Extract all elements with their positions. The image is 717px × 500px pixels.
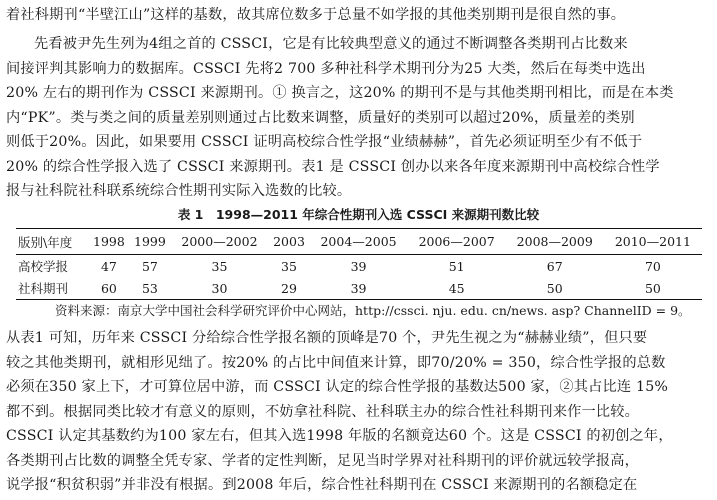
text-line: 20% 的综合性学报入选了 CSSCI 来源期刊。表1 是 CSSCI 创办以来各年度来源期刊中高校综合性学 (6, 158, 660, 175)
paragraph-2 (6, 32, 712, 204)
table-source-note: 资料来源：南京大学中国社会科学研究评价中心网站，http://cssci. nju. edu. cn/news. asp? ChannelID = 9。 (55, 303, 691, 318)
table-row (16, 277, 702, 300)
column-header: 1998 (88, 229, 129, 255)
table-header-row (16, 229, 702, 255)
row-label: 高校学报 (18, 259, 69, 274)
text-line: 必须在350 家上下，才可算位居中游，而 CSSCI 认定的综合性学报的基数达500 家，②其占比连 15% (6, 379, 669, 395)
table-cell: 35 (211, 258, 228, 274)
table-cell: 50 (506, 277, 604, 300)
column-header: 2008—2009 (506, 229, 604, 255)
text-line: 着社科期刊“半壁江山”这样的基数，故其席位数多于总量不如学报的其他类别期刊是很自然的事。 (6, 7, 626, 23)
text-line: CSSCI 认定其基数约为100 家左右，但其入选1998 年版的名额竟达60 个。这是 CSSCI 的初创之年， (6, 428, 673, 444)
text-line: 20% 左右的期刊作为 CSSCI 来源期刊。① 换言之，这20% 的期刊不是与其他类期刊相比，而是在本类 (6, 85, 674, 101)
table-cell: 60 (88, 277, 129, 300)
header-label: 版别\年度 (16, 229, 88, 255)
table-cell: 30 (170, 277, 268, 300)
table-caption: 表 1 1998—2011 年综合性期刊入选 CSSCI 来源期刊数比较 (177, 207, 540, 222)
table-cell: 39 (350, 258, 367, 274)
column-header: 1999 (129, 229, 170, 255)
paragraph-3 (6, 326, 712, 498)
column-header: 2003 (269, 229, 310, 255)
table-cell: 67 (546, 258, 563, 274)
column-header: 2000—2002 (170, 229, 268, 255)
text-line: 从表1 可知，历年来 CSSCI 分给综合性学报名额的顶峰是70 个，尹先生视之为“赫赫业绩”，但只要 (6, 330, 648, 346)
table-cell: 39 (310, 277, 408, 300)
column-header: 2010—2011 (604, 229, 702, 255)
table-cell: 45 (408, 277, 506, 300)
text-line: 内“PK”。类与类之间的质量差别则通过占比数来调整，质量好的类别可以超过20%，质量差的类别 (6, 109, 635, 126)
data-table (16, 228, 702, 300)
text-line: 报与社科院社科联系统综合性期刊实际入选数的比较。 (6, 183, 352, 199)
table-cell: 47 (100, 258, 117, 274)
paragraph-1 (6, 3, 712, 28)
text-line: 间接评判其影响力的数据库。CSSCI 先将2 700 多种社科学术期刊分为25 大类，然后在每类中选出 (6, 60, 646, 77)
table-cell: 57 (141, 258, 158, 274)
text-line: 说学报“积贫积弱”并非没有根据。到2008 年后，综合性社科期刊在 CSSCI 来源期刊的名额稳定在 (6, 477, 638, 493)
text-line: 都不到。根据同类比较才有意义的原则，不妨拿社科院、社科联主办的综合性社科期刊来作一比较。 (6, 403, 640, 420)
table-cell: 35 (281, 258, 297, 274)
column-header: 2004—2005 (310, 229, 408, 255)
text-line: 较之其他类期刊，就相形见绌了。按20% 的占比中间值来计算，即70/20% = 350，综合性学报的总数 (6, 354, 666, 371)
table-cell: 29 (269, 277, 310, 300)
table-row (16, 255, 702, 278)
table-cell: 70 (644, 258, 661, 274)
text-line: 先看被尹先生列为4组之首的 CSSCI，它是有比较典型意义的通过不断调整各类期刊占比数来 (34, 36, 628, 52)
table-cell: 51 (448, 258, 465, 274)
column-header: 2006—2007 (408, 229, 506, 255)
table-cell: 53 (129, 277, 170, 300)
row-label: 社科期刊 (16, 277, 88, 300)
text-line: 则低于20%。因此，如果要用 CSSCI 证明高校综合性学报“业绩赫赫”，首先必须证明至少有不低于 (6, 134, 643, 150)
text-line: 各类期刊占比数的调整全凭专家、学者的定性判断，足见当时学界对社科期刊的评价就远较学报高， (6, 452, 640, 469)
table-cell: 50 (604, 277, 702, 300)
